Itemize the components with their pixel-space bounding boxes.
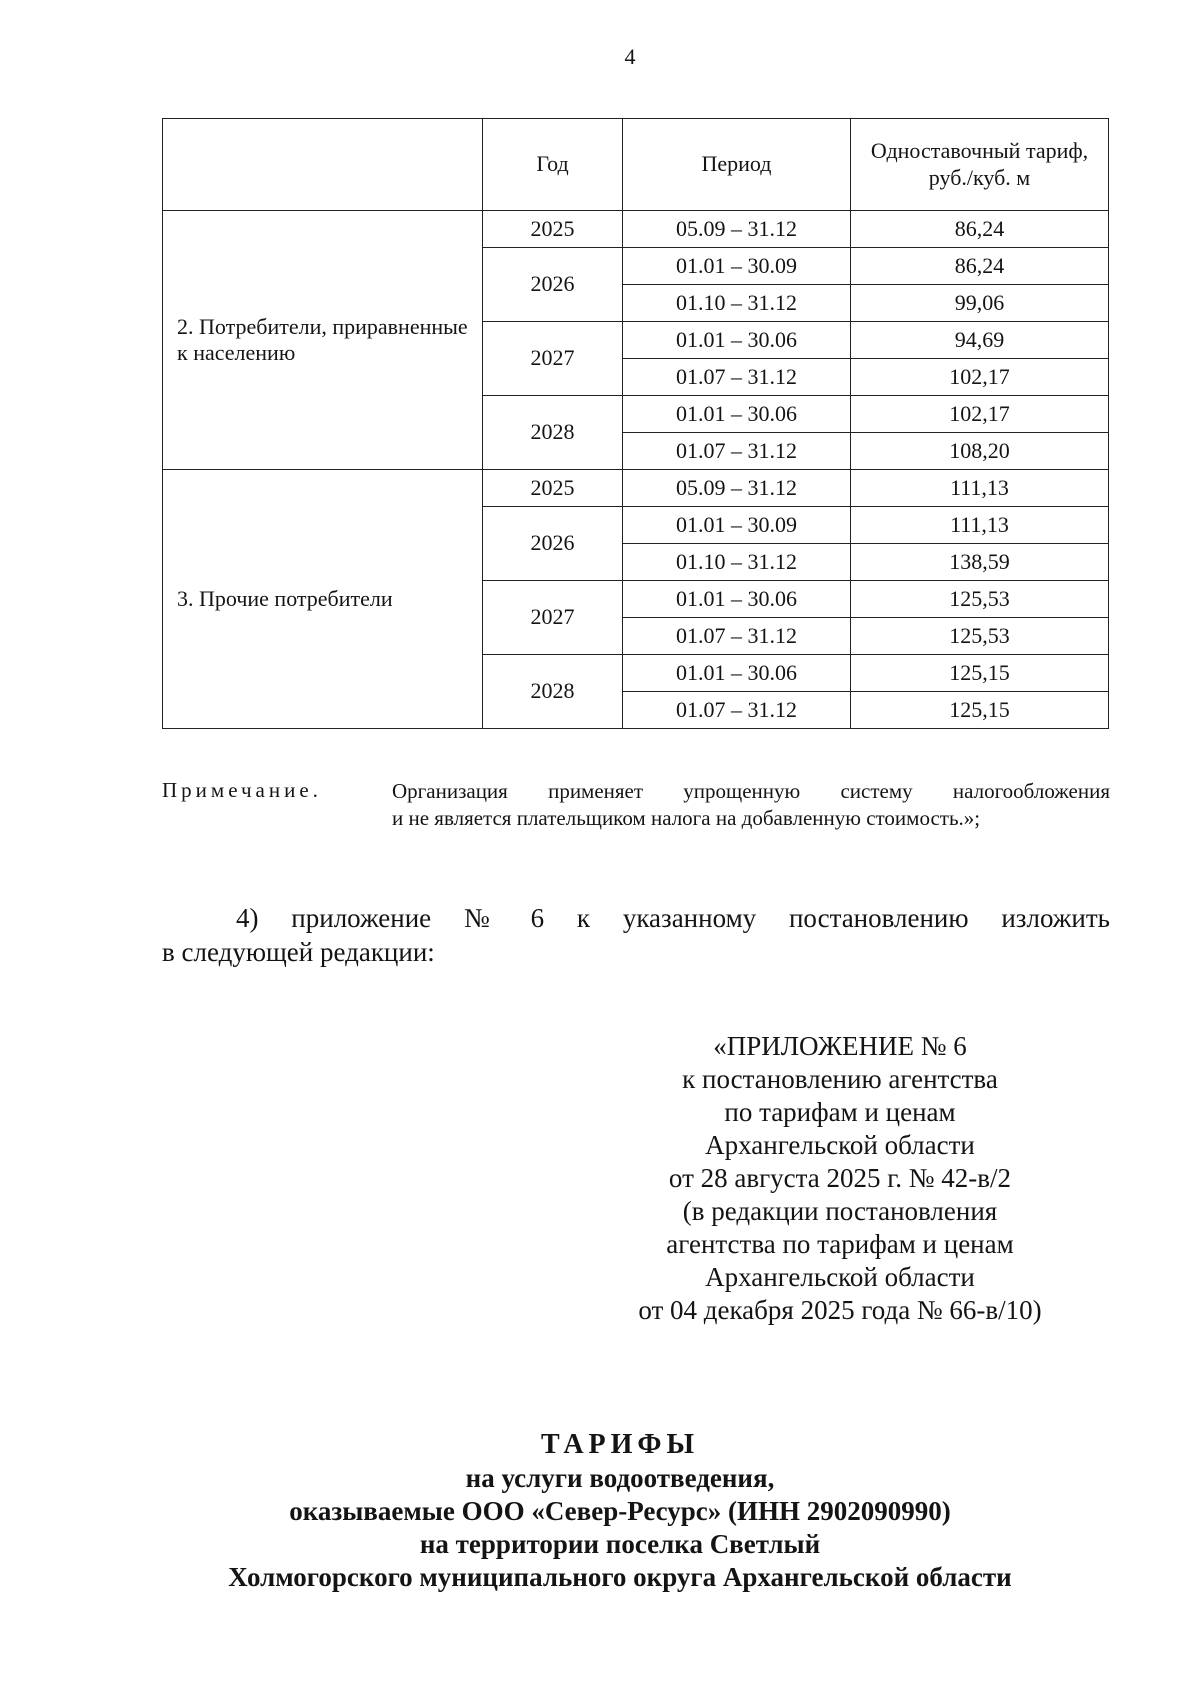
title-line: Холмогорского муниципального округа Архангельской области [228,1561,1012,1592]
note-line: и не является плательщиком налога на добавленную стоимость.»; [392,806,981,831]
period-cell: 01.10 – 31.12 [623,285,851,322]
appendix-line: «ПРИЛОЖЕНИЕ № 6 [713,1031,967,1061]
period-cell: 01.07 – 31.12 [623,692,851,729]
year-cell: 2025 [483,211,623,248]
appendix-line: (в редакции постановления [682,1195,998,1226]
consumer-cell: 3. Прочие потребители [163,470,483,729]
table-row [163,211,1109,248]
header-consumer [163,119,483,211]
table-row [163,470,1109,507]
title-line: оказываемые ООО «Север-Ресурс» (ИНН 2902090990) [289,1496,951,1527]
tariff-cell: 108,20 [851,433,1109,470]
note-line: Организация применяет упрощенную систему налогообложения [392,779,1110,803]
appendix-line: Архангельской области [705,1261,975,1292]
year-cell: 2026 [483,507,623,581]
appendix-line: агентства по тарифам и ценам [666,1228,1014,1259]
period-cell: 05.09 – 31.12 [623,470,851,507]
tariff-cell: 125,53 [851,581,1109,618]
period-cell: 01.07 – 31.12 [623,433,851,470]
period-cell: 01.07 – 31.12 [623,618,851,655]
tariff-cell: 86,24 [851,211,1109,248]
tariff-cell: 125,15 [851,655,1109,692]
tariff-cell: 125,15 [851,692,1109,729]
tariff-cell: 138,59 [851,544,1109,581]
period-cell: 01.01 – 30.06 [623,581,851,618]
year-cell: 2025 [483,470,623,507]
appendix-line: Архангельской области [705,1129,975,1160]
document-title [0,1428,1200,1594]
tariff-cell: 102,17 [851,359,1109,396]
appendix-line: по тарифам и ценам [724,1096,956,1127]
tariff-cell: 125,53 [851,618,1109,655]
appendix-line: от 04 декабря 2025 года № 66-в/10) [638,1294,1042,1325]
table-header-row [163,119,1109,211]
appendix-line: к постановлению агентства [682,1063,998,1094]
page-number: 4 [624,44,636,69]
header-year: Год [483,119,623,211]
period-cell: 01.01 – 30.06 [623,655,851,692]
tariff-cell: 94,69 [851,322,1109,359]
period-cell: 01.01 – 30.06 [623,322,851,359]
header-tariff: Одноставочный тариф, руб./куб. м [851,119,1109,211]
period-cell: 01.01 – 30.06 [623,396,851,433]
tariff-cell: 86,24 [851,248,1109,285]
tariff-cell: 99,06 [851,285,1109,322]
year-cell: 2027 [483,322,623,396]
title-line: на территории поселка Светлый [419,1529,821,1560]
amendment-paragraph [162,902,1110,970]
tariff-table [162,118,1109,729]
title-main: ТАРИФЫ [541,1429,699,1460]
appendix-line: от 28 августа 2025 г. № 42-в/2 [668,1162,1012,1193]
period-cell: 01.10 – 31.12 [623,544,851,581]
year-cell: 2028 [483,396,623,470]
tariff-cell: 111,13 [851,507,1109,544]
appendix-heading [560,1030,1120,1326]
period-cell: 01.01 – 30.09 [623,507,851,544]
year-cell: 2028 [483,655,623,729]
period-cell: 01.01 – 30.09 [623,248,851,285]
period-cell: 01.07 – 31.12 [623,359,851,396]
paragraph-line: в следующей редакции: [162,936,435,967]
tariff-cell: 111,13 [851,470,1109,507]
consumer-cell: 2. Потребители, приравненные к населению [163,211,483,470]
year-cell: 2027 [483,581,623,655]
title-line: на услуги водоотведения, [465,1463,775,1494]
period-cell: 05.09 – 31.12 [623,211,851,248]
header-period: Период [623,119,851,211]
note-text [392,778,1110,833]
paragraph-line: 4) приложение № 6 к указанному постановлению изложить [236,903,1110,933]
note-label: Примечание. [162,778,322,802]
tariff-cell: 102,17 [851,396,1109,433]
year-cell: 2026 [483,248,623,322]
